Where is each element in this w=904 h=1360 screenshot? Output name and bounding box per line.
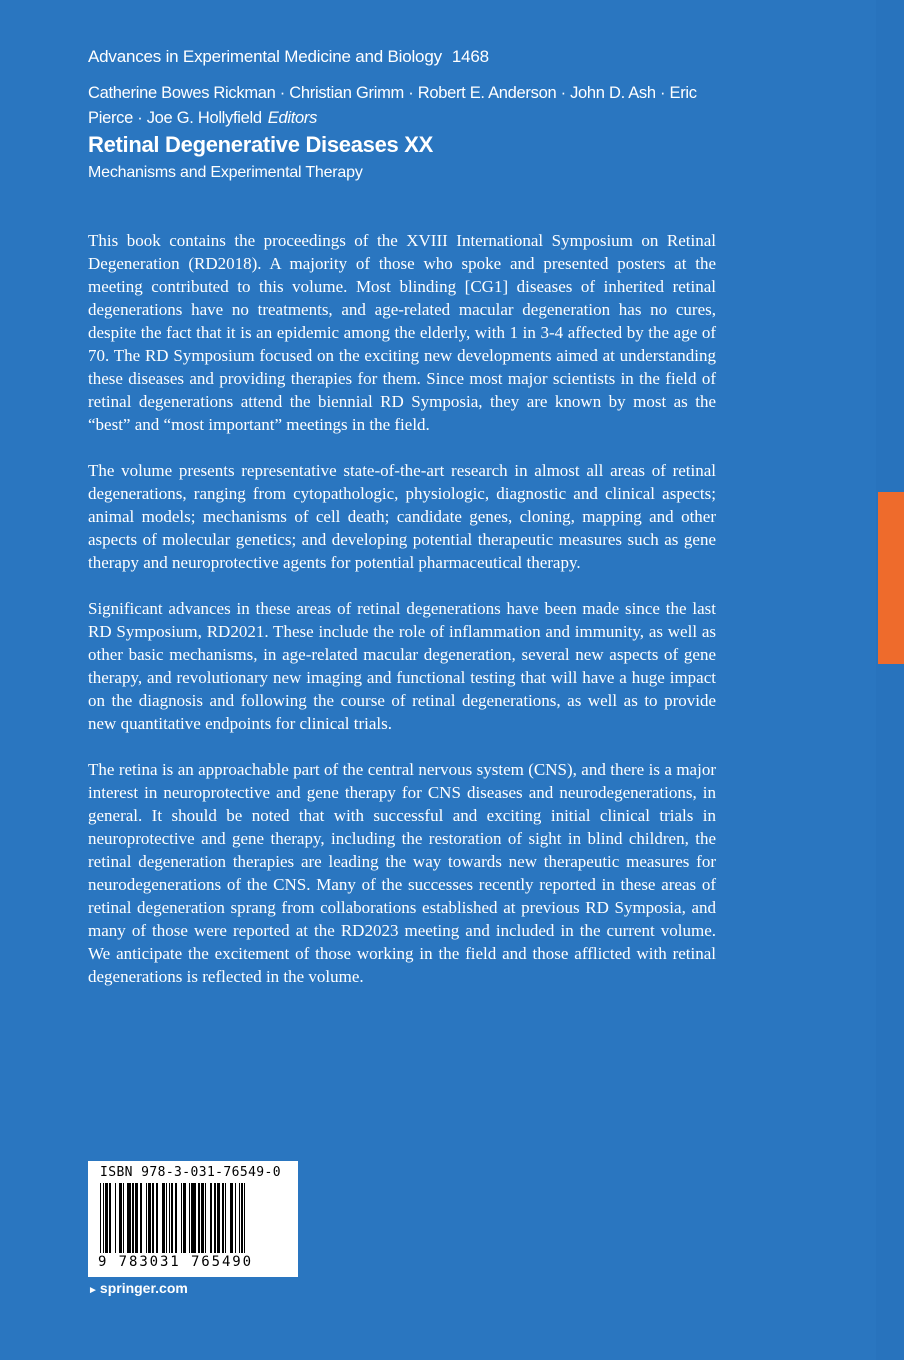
blurb-paragraph-3: Significant advances in these areas of retinal degenerations have been made since the last RD Symposium, RD2021. These include the role of inflammation and immunity, as well as other basic mechanisms, in age-related macular degeneration, several new aspects of gene therapy, and revolutionary new imaging and functional testing that will have a huge impact on the diagnosis and following the course of retinal degenerations, as well as to provide new quantitative endpoints for clinical trials. [88, 599, 716, 733]
series-volume: 1468 [451, 47, 489, 66]
isbn-barcode [88, 1161, 298, 1277]
isbn-label: ISBN 978-3-031-76549-0 [100, 1165, 281, 1180]
book-title: Retinal Degenerative Diseases XX [88, 132, 434, 157]
editors-role: Editors [267, 109, 318, 127]
book-subtitle: Mechanisms and Experimental Therapy [88, 164, 363, 181]
blurb-text [88, 229, 716, 1011]
publisher-link[interactable] [88, 1280, 188, 1296]
spine-edge [876, 0, 904, 1360]
editor-names: Catherine Bowes Rickman · Christian Grimm · Robert E. Anderson · John D. Ash · Eric Pierce · Joe G. Hollyfield [88, 84, 697, 127]
orange-accent-tab [878, 492, 904, 664]
barcode-bar [244, 1183, 245, 1253]
barcode-bars [100, 1183, 286, 1253]
barcode-digits: 9 783031 765490 [98, 1254, 253, 1270]
series-name: Advances in Experimental Medicine and Biology [88, 47, 442, 66]
publisher-url: springer.com [99, 1280, 188, 1296]
blurb-paragraph-1: This book contains the proceedings of the XVIII International Symposium on Retinal Degeneration (RD2018). A majority of those who spoke and presented posters at the meeting contributed to this volume. Most blinding [CG1] diseases of inherited retinal degenerations have no treatments, and age-related macular degeneration has no cures, despite the fact that it is an epidemic among the elderly, with 1 in 3-4 affected by the age of 70. The RD Symposium focused on the exciting new developments aimed at understanding these diseases and providing therapies for them. Since most major scientists in the field of retinal degenerations attend the biennial RD Symposia, they are known by most as the “best” and “most important” meetings in the field. [88, 231, 716, 434]
arrow-icon: ► [88, 1285, 98, 1296]
blurb-paragraph-4: The retina is an approachable part of the central nervous system (CNS), and there is a major interest in neuroprotective and gene therapy for CNS diseases and neurodegenerations, in general. It should be noted that with successful and exciting initial clinical trials in neuroprotective and gene therapy, including the restoration of sight in blind children, the retinal degeneration therapies are leading the way towards new therapeutic measures for neurodegenerations of the CNS. Many of the successes recently reported in these areas of retinal degeneration sprang from collaborations established at previous RD Symposia, and many of those were reported at the RD2023 meeting and included in the current volume. We anticipate the excitement of those working in the field and those afflicted with retinal degenerations is reflected in the volume. [88, 760, 716, 986]
series-line [88, 47, 489, 67]
blurb-paragraph-2: The volume presents representative state-of-the-art research in almost all areas of retinal degenerations, ranging from cytopathologic, physiologic, diagnostic and clinical aspects; animal models; mechanisms of cell death; candidate genes, cloning, mapping and other aspects of molecular genetics; and developing potential therapeutic measures such as gene therapy and neuroprotective agents for potential pharmaceutical therapy. [88, 461, 716, 572]
editors-block [88, 81, 728, 131]
